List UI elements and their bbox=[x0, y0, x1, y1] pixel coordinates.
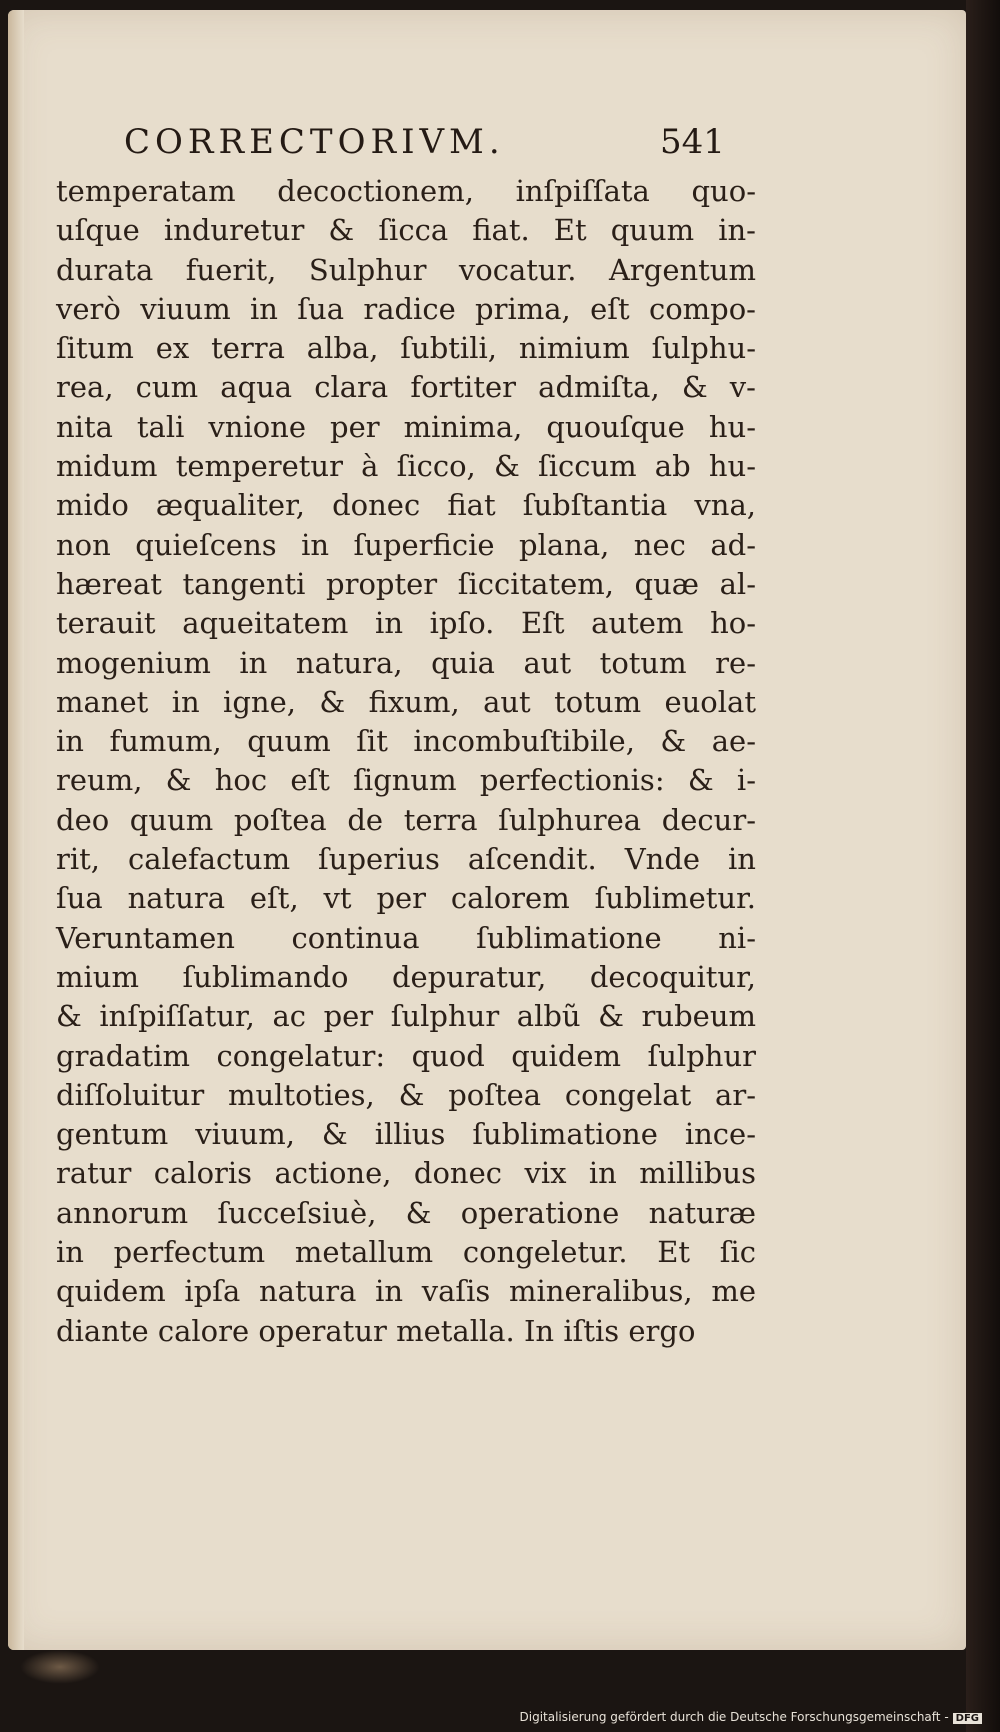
text-line: temperatam decoctionem, inſpiſſata quo- bbox=[56, 174, 756, 208]
page-header bbox=[124, 122, 724, 162]
text-line: diſſoluitur multoties, & poſtea congelat ar- bbox=[56, 1077, 756, 1112]
text-line: terauit aqueitatem in ipſo. Eſt autem ho- bbox=[56, 606, 756, 641]
text-line: & inſpiſſatur, ac per ſulphur albũ & rubeum bbox=[56, 999, 756, 1034]
text-line: ratur caloris actione, donec vix in millibus bbox=[56, 1156, 756, 1191]
text-line: in perfectum metallum congeletur. Et ſic bbox=[56, 1235, 756, 1270]
text-line: reum, & hoc eſt ſignum perfectionis: & i- bbox=[56, 763, 756, 798]
text-line: rit, calefactum ſuperius aſcendit. Vnde in bbox=[56, 842, 756, 877]
text-line: Veruntamen continua ſublimatione ni- bbox=[56, 920, 756, 955]
text-line: verò viuum in ſua radice prima, eſt compo- bbox=[56, 291, 756, 326]
text-line: uſque induretur & ſicca fiat. Et quum in- bbox=[56, 213, 756, 248]
text-line: mido æqualiter, donec fiat ſubſtantia vna, bbox=[56, 488, 756, 523]
book-right-edge bbox=[966, 0, 1000, 1732]
text-line: mogenium in natura, quia aut totum re- bbox=[56, 645, 756, 680]
text-line: gentum viuum, & illius ſublimatione ince- bbox=[56, 1117, 756, 1152]
book-page bbox=[8, 10, 966, 1650]
text-line: diante calore operatur metalla. In iſtis ergo bbox=[56, 1313, 696, 1348]
running-head: CORRECTORIVM. bbox=[124, 122, 505, 162]
digitization-credit bbox=[520, 1710, 983, 1724]
text-line: ſua natura eſt, vt per calorem ſublimetur. bbox=[56, 881, 756, 916]
text-line: gradatim congelatur: quod quidem ſulphur bbox=[56, 1038, 756, 1073]
text-line: in fumum, quum ſit incombuſtibile, & ae- bbox=[56, 724, 756, 759]
text-line: midum temperetur à ſicco, & ſiccum ab hu- bbox=[56, 449, 756, 484]
text-line: quidem ipſa natura in vaſis mineralibus, me bbox=[56, 1274, 756, 1309]
text-line: non quieſcens in ſuperficie plana, nec ad- bbox=[56, 527, 756, 562]
text-line: annorum ſucceſsiuè, & operatione naturæ bbox=[56, 1195, 756, 1230]
dfg-logo: DFG bbox=[953, 1713, 982, 1724]
text-line: durata fuerit, Sulphur vocatur. Argentum bbox=[56, 252, 756, 287]
text-line: ſitum ex terra alba, ſubtili, nimium ſulphu- bbox=[56, 331, 756, 366]
credit-text: Digitalisierung gefördert durch die Deutsche Forschungsgemeinschaft - bbox=[519, 1710, 949, 1724]
page-stain bbox=[20, 1650, 100, 1684]
text-line: hæreat tangenti propter ſiccitatem, quæ al- bbox=[56, 566, 756, 601]
text-line: manet in igne, & fixum, aut totum euolat bbox=[56, 684, 756, 719]
text-line: deo quum poſtea de terra ſulphurea decur- bbox=[56, 802, 756, 837]
body-text bbox=[56, 172, 756, 1351]
text-line: nita tali vnione per minima, quouſque hu- bbox=[56, 409, 756, 444]
text-line: rea, cum aqua clara fortiter admiſta, & v- bbox=[56, 370, 756, 405]
page-left-edge bbox=[8, 10, 24, 1650]
text-line: mium ſublimando depuratur, decoquitur, bbox=[56, 959, 756, 994]
page-number: 541 bbox=[660, 122, 725, 162]
